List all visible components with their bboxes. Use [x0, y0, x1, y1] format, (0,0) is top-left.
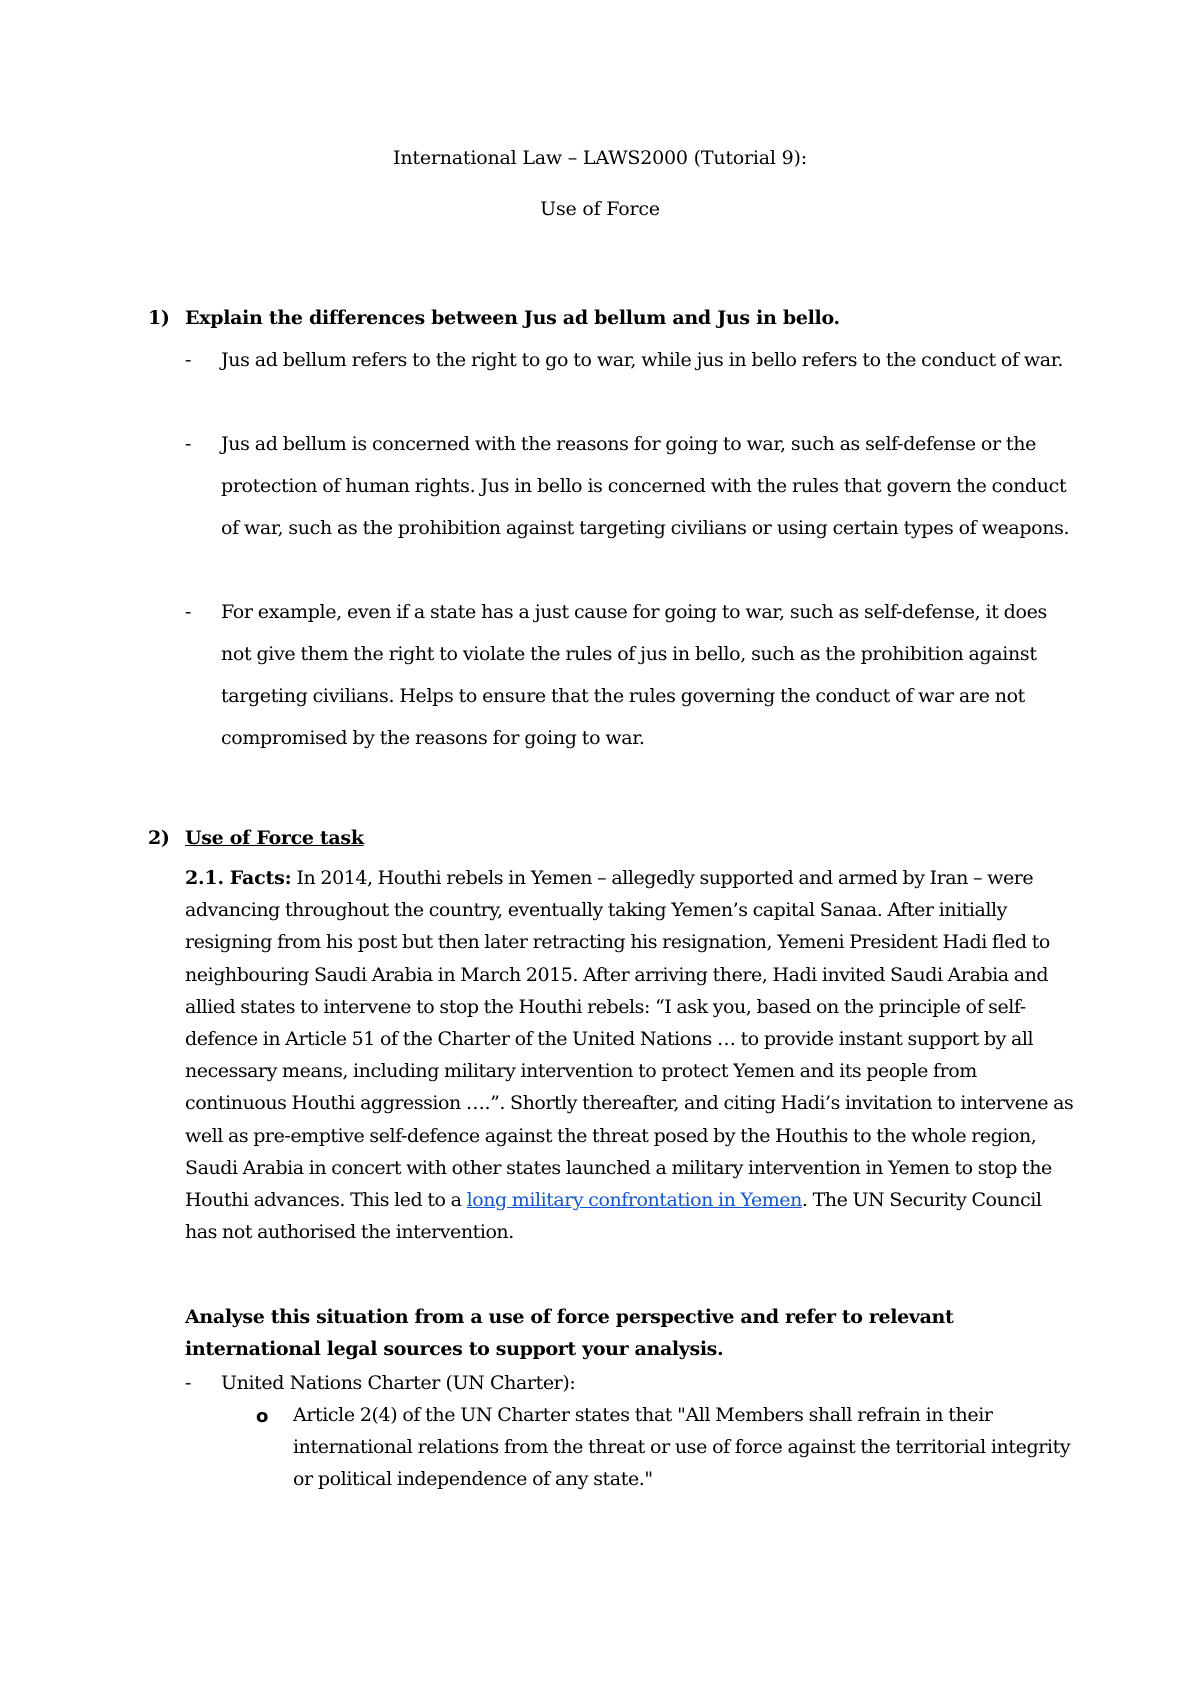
- q1-bullet-2: Jus ad bellum is concerned with the reasons for going to war, such as self-defense or the protection of human rights. Jus in bello is concerned with the rules that govern the conduct of war, such as the prohibition against targeting civilians or using certain types of weapons.: [221, 433, 1070, 539]
- facts-paragraph: [185, 862, 1075, 1248]
- facts-text-end: . The UN Security Council has not authorised the intervention.: [185, 1189, 1042, 1244]
- question-1-number: 1): [148, 307, 170, 329]
- q1-bullet-1: Jus ad bellum refers to the right to go to war, while jus in bello refers to the conduct of war.: [221, 349, 1064, 371]
- bullet-dash: -: [185, 1372, 192, 1394]
- facts-label: 2.1. Facts:: [185, 867, 292, 889]
- bullet-dash: -: [185, 601, 192, 623]
- confrontation-link[interactable]: long military confrontation in Yemen: [466, 1189, 802, 1212]
- analyse-prompt: Analyse this situation from a use of force perspective and refer to relevant international legal sources to support your analysis.: [185, 1306, 954, 1360]
- document-title: International Law – LAWS2000 (Tutorial 9):: [393, 147, 807, 169]
- q1-bullet-3: For example, even if a state has a just cause for going to war, such as self-defense, it does not give them the right to violate the rules of jus in bello, such as the prohibition against targeting civilians. Helps to ensure that the rules governing the conduct of war are not compromised by the reasons for going to war.: [221, 601, 1047, 749]
- question-1-heading: [148, 307, 840, 329]
- circle-bullet-icon: o: [256, 1406, 269, 1427]
- facts-text: In 2014, Houthi rebels in Yemen – allegedly supported and armed by Iran – were advancing throughout the country, eventually taking Yemen’s capital Sanaa. After initially resigning from his post but then later retracting his resignation, Yemeni President Hadi fled to neighbouring Saudi Arabia in March 2015. After arriving there, Hadi invited Saudi Arabia and allied states to intervene to stop the Houthi rebels: “I ask you, based on the principle of self-defence in Article 51 of the Charter of the United Nations … to provide instant support by all necessary means, including military intervention to protect Yemen and its people from continuous Houthi aggression ….”. Shortly thereafter, and citing Hadi’s invitation to intervene as well as pre-emptive self-defence against the threat posed by the Houthis to the whole region, Saudi Arabia in concert with other states launched a military intervention in Yemen to stop the Houthi advances. This led to a: [185, 867, 1074, 1212]
- bullet-dash: -: [185, 433, 192, 455]
- question-2-text: Use of Force task: [185, 827, 364, 849]
- bullet-dash: -: [185, 349, 192, 371]
- article-2-4-item: Article 2(4) of the UN Charter states that "All Members shall refrain in their international relations from the threat or use of force against the territorial integrity or political independence of any state.": [293, 1404, 1071, 1490]
- question-1-text: Explain the differences between Jus ad bellum and Jus in bello.: [185, 307, 840, 329]
- un-charter-item: United Nations Charter (UN Charter):: [221, 1372, 576, 1394]
- question-2-number: 2): [148, 827, 170, 849]
- question-2-heading: [148, 827, 364, 849]
- document-subtitle: Use of Force: [540, 198, 660, 220]
